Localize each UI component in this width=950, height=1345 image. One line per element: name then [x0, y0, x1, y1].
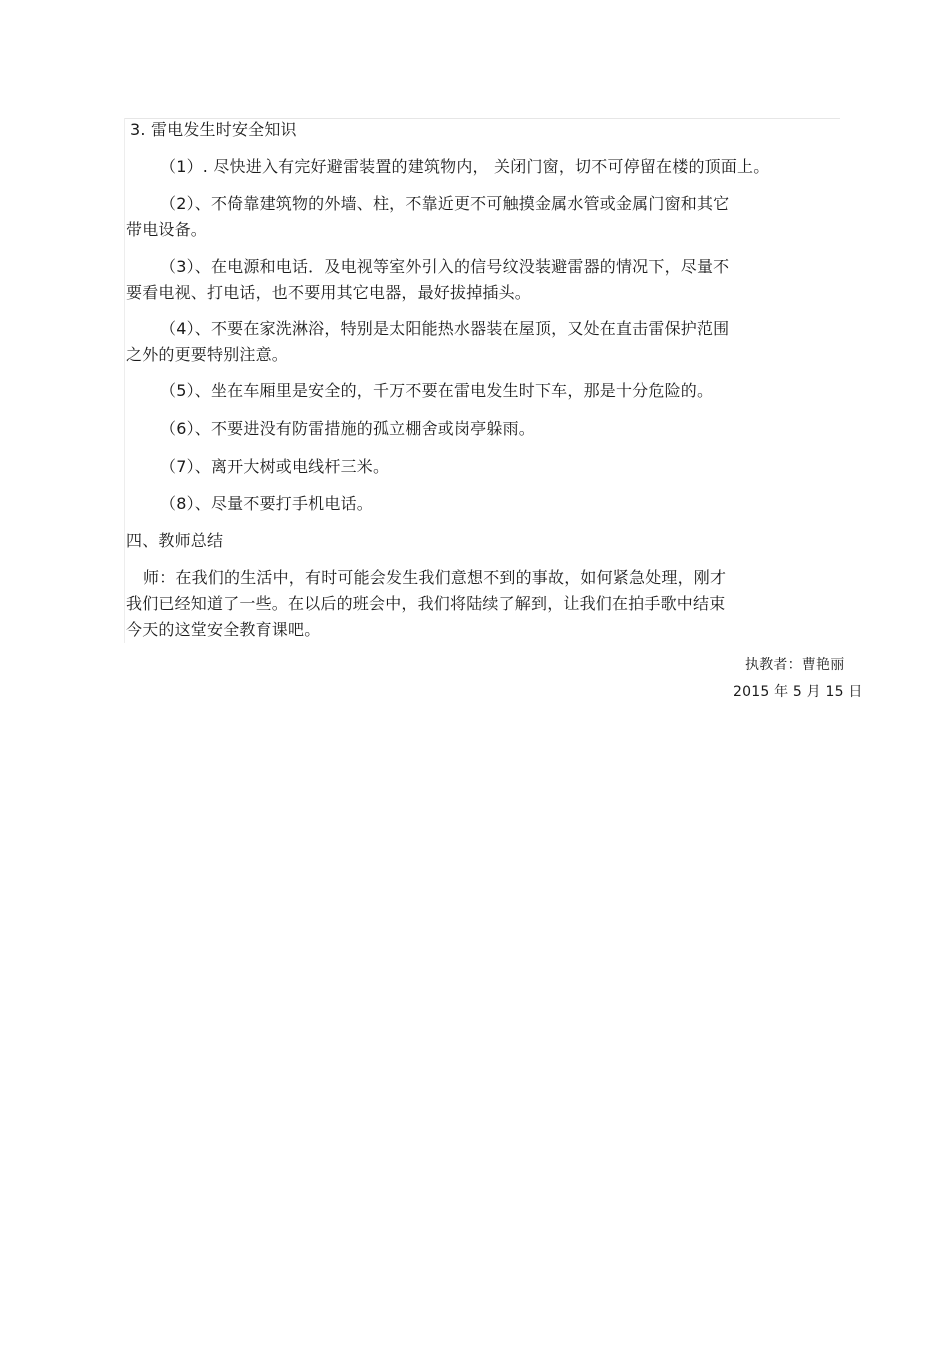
frame-left-rule [124, 118, 125, 643]
item-1-line-1: （1）. 尽快进入有完好避雷装置的建筑物内， 关闭门窗，切不可停留在楼的顶面上。 [160, 157, 770, 176]
item-3-line-2: 要看电视、打电话，也不要用其它电器，最好拔掉插头。 [126, 283, 532, 302]
item-5-line-1: （5）、坐在车厢里是安全的，千万不要在雷电发生时下车，那是十分危险的。 [160, 381, 714, 400]
section-3-heading: 3. 雷电发生时安全知识 [130, 120, 297, 139]
summary-line-1: 师：在我们的生活中，有时可能会发生我们意想不到的事故，如何紧急处理，刚才 [143, 568, 727, 587]
item-8-line-1: （8）、尽量不要打手机电话。 [160, 494, 373, 513]
item-6-line-1: （6）、不要进没有防雷措施的孤立棚舍或岗亭躲雨。 [160, 419, 535, 438]
item-2-line-2: 带电设备。 [126, 220, 208, 239]
frame-top-rule [124, 118, 840, 119]
teacher-signature: 执教者：曹艳丽 [745, 657, 845, 673]
item-2-line-1: （2）、不倚靠建筑物的外墙、柱，不靠近更不可触摸金属水管或金属门窗和其它 [160, 194, 730, 213]
summary-line-2: 我们已经知道了一些。在以后的班会中，我们将陆续了解到，让我们在拍手歌中结束 [126, 594, 726, 613]
item-7-line-1: （7）、离开大树或电线杆三米。 [160, 457, 390, 476]
summary-line-3: 今天的这堂安全教育课吧。 [126, 620, 321, 639]
item-3-line-1: （3）、在电源和电话．及电视等室外引入的信号纹没装避雷器的情况下，尽量不 [160, 257, 730, 276]
document-date: 2015 年 5 月 15 日 [733, 684, 863, 700]
section-4-heading: 四、教师总结 [126, 531, 224, 550]
item-4-line-1: （4）、不要在家洗淋浴，特别是太阳能热水器装在屋顶，又处在直击雷保护范围 [160, 319, 730, 338]
item-4-line-2: 之外的更要特别注意。 [126, 345, 289, 364]
